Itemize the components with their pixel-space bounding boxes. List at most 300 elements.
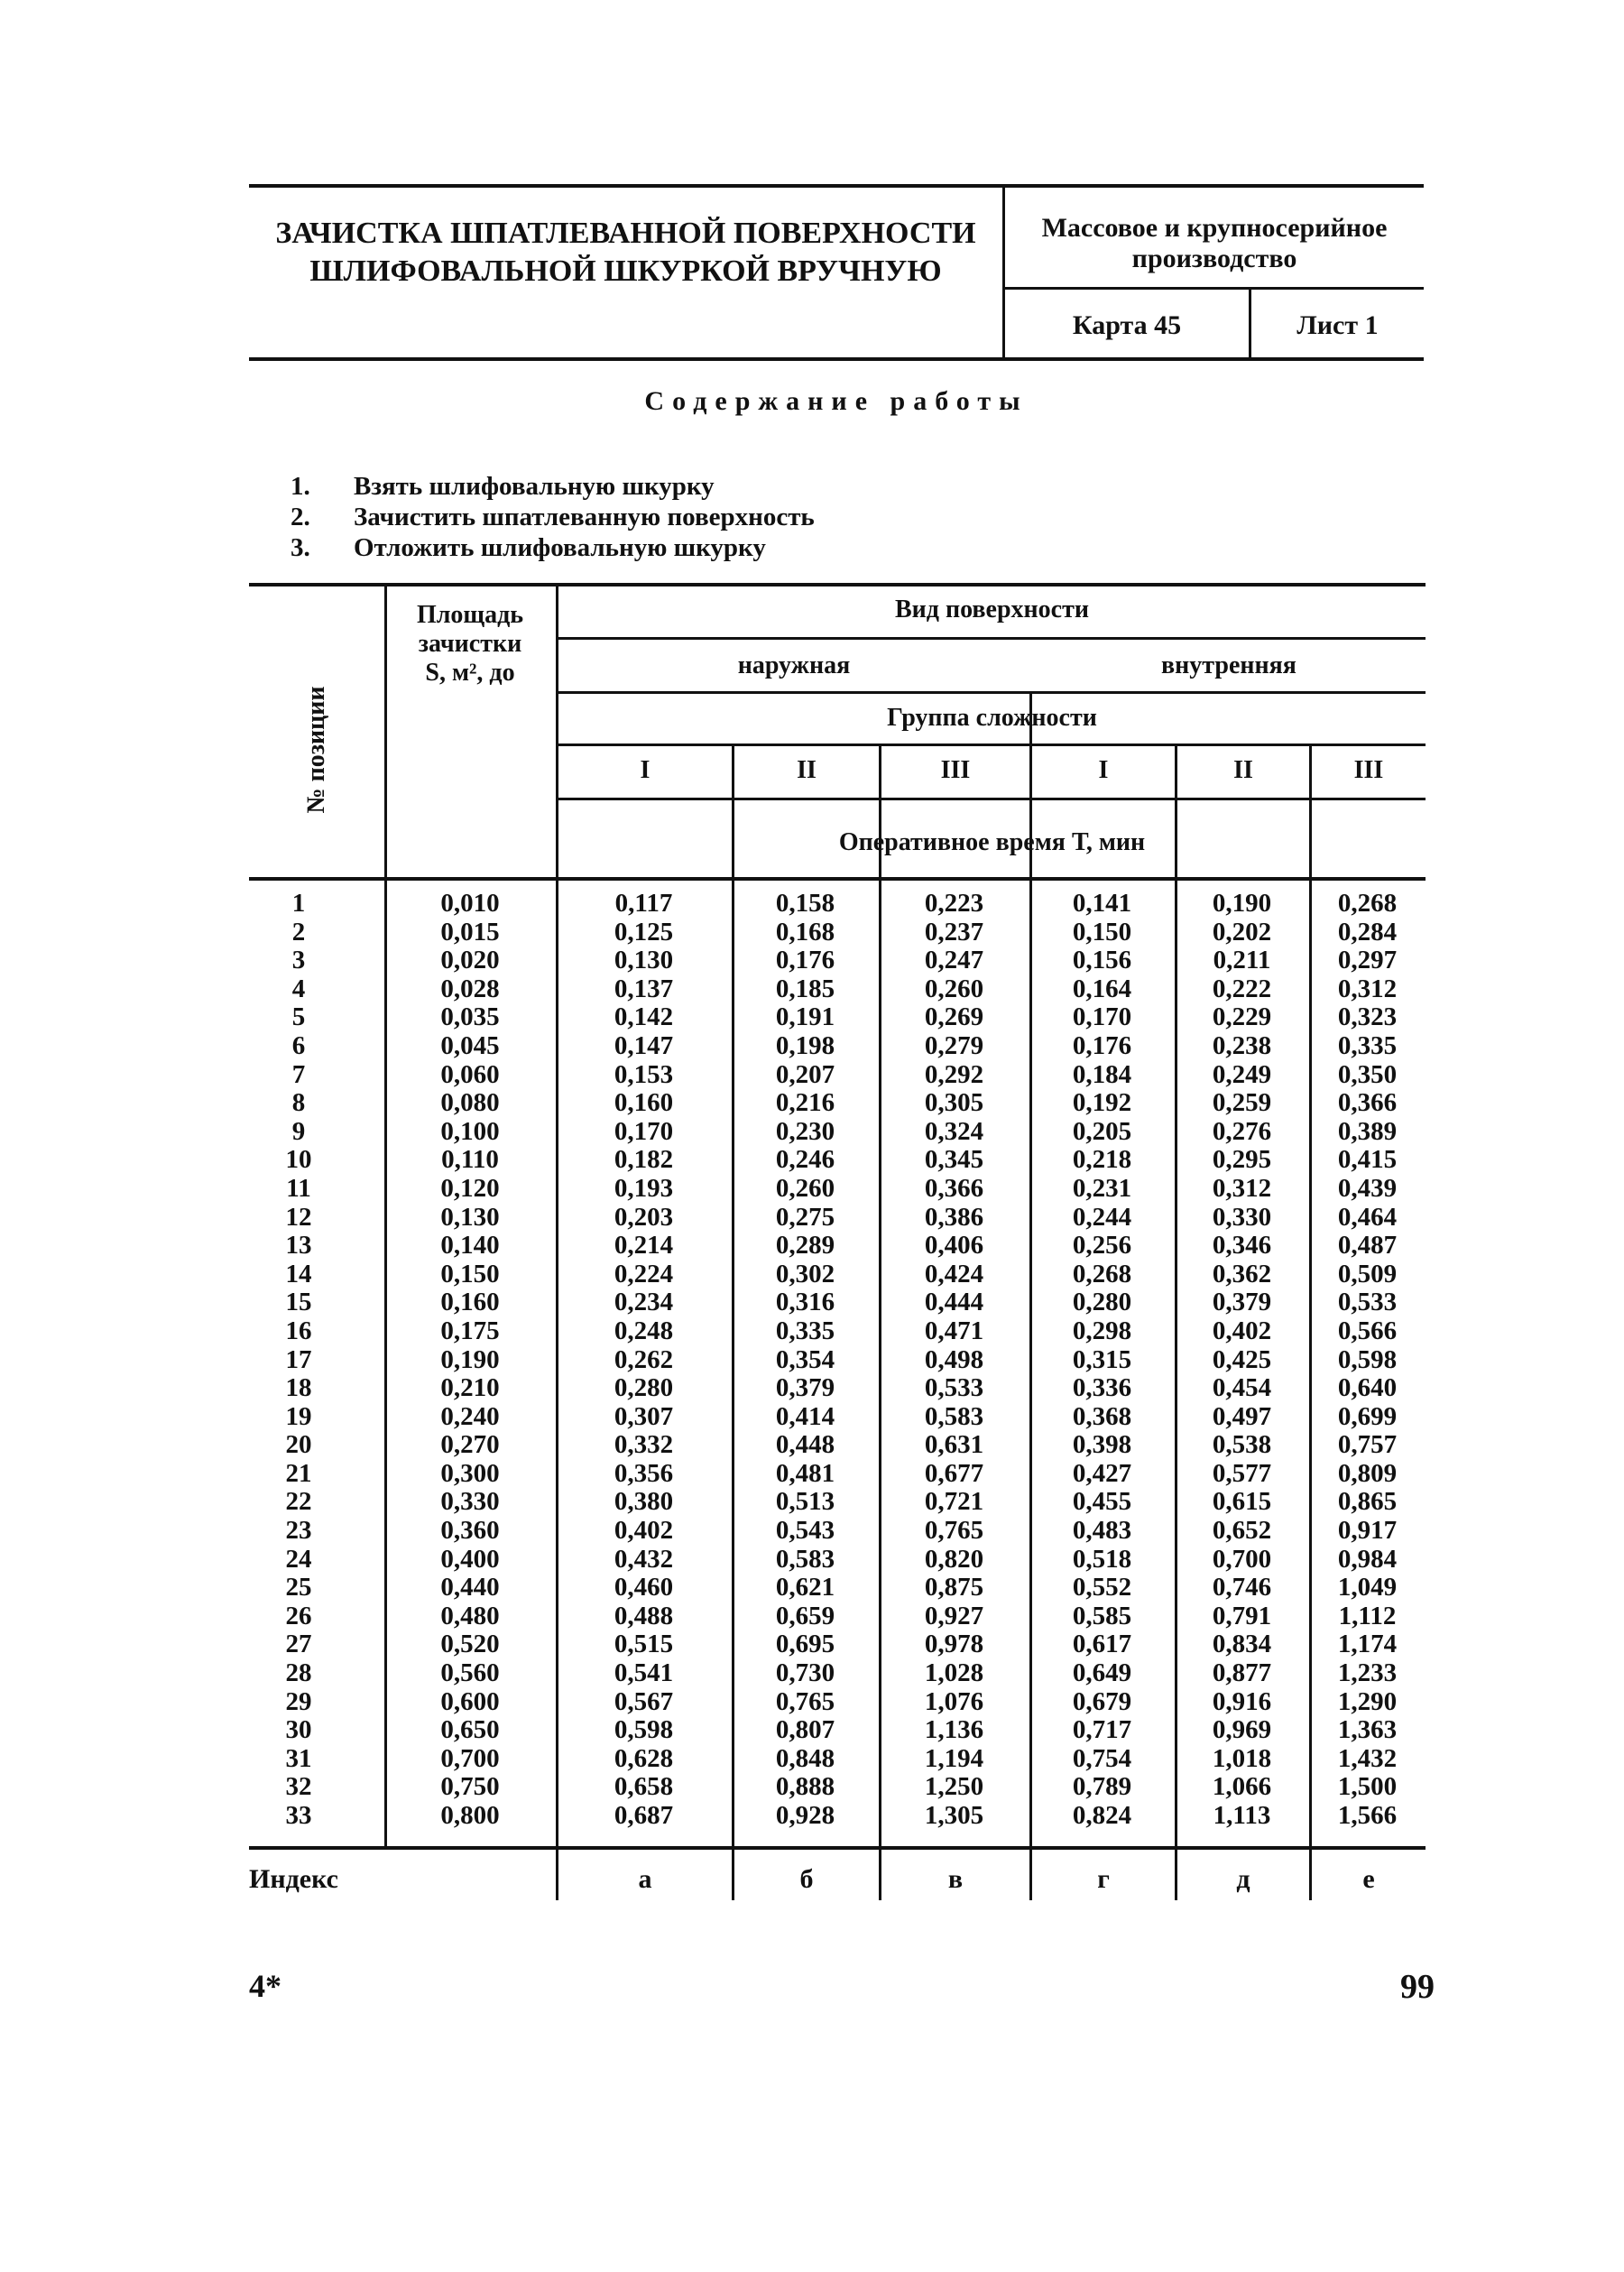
card-header	[249, 184, 1424, 361]
table-cell: 0,176	[775, 946, 835, 975]
table-cell: 0,190	[440, 1344, 500, 1374]
table-cell: 0,262	[614, 1344, 674, 1374]
table-cell: 1,076	[924, 1686, 984, 1716]
table-cell: 0,454	[1212, 1373, 1272, 1403]
table-cell: 0,203	[614, 1202, 674, 1232]
table-cell: 0,268	[1337, 889, 1398, 918]
table-cell: 2	[291, 917, 306, 947]
table-cell: 0,650	[440, 1715, 500, 1745]
table-cell: 0,125	[614, 917, 674, 947]
table-cell: 0,279	[924, 1030, 984, 1060]
table-cell: 0,147	[614, 1030, 674, 1060]
table-cell: 0,366	[1337, 1088, 1398, 1118]
table-cell: 0,498	[924, 1344, 984, 1374]
table-cell: 0,402	[1212, 1316, 1272, 1345]
table-cell: 0,807	[775, 1715, 835, 1745]
table-cell: 8	[291, 1088, 306, 1118]
table-cell: 22	[285, 1487, 312, 1517]
table-cell: 0,335	[775, 1316, 835, 1345]
table-cell: 0,176	[1072, 1030, 1132, 1060]
table-rule-outer-inner	[556, 691, 1426, 694]
table-cell: 29	[285, 1686, 312, 1716]
table-cell: 0,928	[775, 1801, 835, 1830]
area-header-line3: S, м², до	[425, 659, 515, 687]
table-cell: 0,483	[1072, 1516, 1132, 1546]
table-cell: 5	[291, 1002, 306, 1032]
table-cell: 0,160	[614, 1088, 674, 1118]
table-cell: 0,658	[614, 1772, 674, 1802]
table-cell: 0,191	[775, 1002, 835, 1032]
index-cell: в	[947, 1864, 964, 1894]
table-cell: 0,677	[924, 1458, 984, 1488]
table-cell: 0,368	[1072, 1401, 1132, 1431]
table-cell: 0,984	[1337, 1544, 1398, 1574]
work-content-list	[291, 471, 815, 563]
table-cell: 0,700	[440, 1743, 500, 1773]
table-cell: 21	[285, 1458, 312, 1488]
table-cell: 0,652	[1212, 1516, 1272, 1546]
table-cell: 0,577	[1212, 1458, 1272, 1488]
table-cell: 0,298	[1072, 1316, 1132, 1345]
table-cell: 0,425	[1212, 1344, 1272, 1374]
table-cell: 0,140	[440, 1231, 500, 1261]
table-cell: 0,346	[1212, 1231, 1272, 1261]
table-cell: 1,112	[1338, 1601, 1397, 1630]
table-cell: 32	[285, 1772, 312, 1802]
table-cell: 0,295	[1212, 1145, 1272, 1175]
index-cell: д	[1236, 1864, 1250, 1894]
list-item-text: Отложить шлифовальную шкурку	[354, 533, 766, 562]
group-header: III	[1353, 756, 1384, 784]
index-cell: а	[638, 1864, 652, 1894]
time-column-d	[1175, 890, 1309, 1831]
footer-signature-mark: 4*	[249, 1968, 281, 2004]
list-item	[291, 502, 815, 532]
list-item	[291, 471, 815, 502]
table-cell: 18	[285, 1373, 312, 1403]
table-cell: 0,276	[1212, 1116, 1272, 1146]
table-cell: 0,518	[1072, 1544, 1132, 1574]
table-cell: 0,184	[1072, 1059, 1132, 1089]
table-cell: 15	[285, 1288, 312, 1317]
table-cell: 0,598	[1337, 1344, 1398, 1374]
table-cell: 13	[285, 1231, 312, 1261]
table-cell: 0,230	[775, 1116, 835, 1146]
table-cell: 4	[291, 974, 306, 1003]
table-cell: 0,617	[1072, 1630, 1132, 1659]
time-column-v	[879, 890, 1029, 1831]
table-cell: 0,717	[1072, 1715, 1132, 1745]
table-cell: 0,330	[440, 1487, 500, 1517]
table-cell: 0,567	[614, 1686, 674, 1716]
table-cell: 0,585	[1072, 1601, 1132, 1630]
table-cell: 0,513	[775, 1487, 835, 1517]
table-cell: 0,130	[440, 1202, 500, 1232]
table-cell: 0,809	[1337, 1458, 1398, 1488]
table-cell: 0,060	[440, 1059, 500, 1089]
table-cell: 0,185	[775, 974, 835, 1003]
outer-surface-header: наружная	[737, 651, 851, 679]
index-cell: б	[799, 1864, 814, 1894]
table-bottom-rule	[249, 1846, 1426, 1850]
table-cell: 0,865	[1337, 1487, 1398, 1517]
table-cell: 0,380	[614, 1487, 674, 1517]
table-cell: 0,198	[775, 1030, 835, 1060]
card-title-line1: ЗАЧИСТКА ШПАТЛЕВАННОЙ ПОВЕРХНОСТИ	[275, 217, 976, 250]
table-cell: 0,234	[614, 1288, 674, 1317]
table-cell: 0,598	[614, 1715, 674, 1745]
position-number-header	[249, 601, 384, 899]
table-top-rule	[249, 583, 1426, 586]
table-cell: 0,248	[614, 1316, 674, 1345]
table-cell: 0,552	[1072, 1573, 1132, 1602]
table-cell: 11	[286, 1173, 311, 1203]
surface-type-header: Вид поверхности	[895, 596, 1089, 623]
table-cell: 0,538	[1212, 1430, 1272, 1460]
table-cell: 0,480	[440, 1601, 500, 1630]
table-cell: 0,406	[924, 1231, 984, 1261]
table-cell: 12	[285, 1202, 312, 1232]
table-cell: 0,789	[1072, 1772, 1132, 1802]
table-cell: 0,927	[924, 1601, 984, 1630]
table-cell: 0,386	[924, 1202, 984, 1232]
inner-surface-header: внутренняя	[1161, 651, 1296, 679]
table-cell: 0,877	[1212, 1658, 1272, 1688]
table-cell: 0,414	[775, 1401, 835, 1431]
table-cell: 10	[285, 1145, 312, 1175]
table-cell: 1,233	[1337, 1658, 1398, 1688]
table-cell: 0,649	[1072, 1658, 1132, 1688]
table-cell: 0,015	[440, 917, 500, 947]
table-cell: 0,917	[1337, 1516, 1398, 1546]
table-cell: 24	[285, 1544, 312, 1574]
sheet-number: Лист 1	[1296, 310, 1379, 340]
table-cell: 0,238	[1212, 1030, 1272, 1060]
page-number: 99	[1400, 1968, 1435, 2006]
table-cell: 0,460	[614, 1573, 674, 1602]
table-cell: 0,170	[614, 1116, 674, 1146]
time-column-e	[1309, 890, 1426, 1831]
table-cell: 0,533	[924, 1373, 984, 1403]
table-cell: 0,137	[614, 974, 674, 1003]
table-cell: 0,216	[775, 1088, 835, 1118]
table-cell: 16	[285, 1316, 312, 1345]
table-cell: 0,190	[1212, 889, 1272, 918]
table-cell: 0,211	[1213, 946, 1271, 975]
table-cell: 0,424	[924, 1259, 984, 1288]
table-cell: 0,323	[1337, 1002, 1398, 1032]
table-cell: 0,687	[614, 1801, 674, 1830]
production-type-line1: Массовое и крупносерийное	[1041, 213, 1388, 243]
table-cell: 0,229	[1212, 1002, 1272, 1032]
table-cell: 0,175	[440, 1316, 500, 1345]
production-type-line2: производство	[1131, 244, 1297, 273]
table-cell: 30	[285, 1715, 312, 1745]
time-column-g	[1029, 890, 1175, 1831]
table-cell: 0,160	[440, 1288, 500, 1317]
table-cell: 25	[285, 1573, 312, 1602]
table-cell: 0,193	[614, 1173, 674, 1203]
table-cell: 0,360	[440, 1516, 500, 1546]
table-cell: 0,010	[440, 889, 500, 918]
table-cell: 28	[285, 1658, 312, 1688]
table-cell: 1,194	[924, 1743, 984, 1773]
table-cell: 0,354	[775, 1344, 835, 1374]
table-cell: 0,791	[1212, 1601, 1272, 1630]
table-cell: 0,362	[1212, 1259, 1272, 1288]
table-cell: 0,875	[924, 1573, 984, 1602]
table-cell: 0,045	[440, 1030, 500, 1060]
table-cell: 20	[285, 1430, 312, 1460]
table-cell: 0,439	[1337, 1173, 1398, 1203]
table-cell: 0,302	[775, 1259, 835, 1288]
table-cell: 0,324	[924, 1116, 984, 1146]
table-cell: 0,280	[1072, 1288, 1132, 1317]
table-cell: 0,379	[1212, 1288, 1272, 1317]
table-cell: 1,290	[1337, 1686, 1398, 1716]
table-cell: 0,824	[1072, 1801, 1132, 1830]
table-cell: 0,615	[1212, 1487, 1272, 1517]
table-cell: 0,345	[924, 1145, 984, 1175]
time-column-b	[732, 890, 879, 1831]
table-cell: 0,848	[775, 1743, 835, 1773]
table-cell: 0,142	[614, 1002, 674, 1032]
table-cell: 0,335	[1337, 1030, 1398, 1060]
table-cell: 0,260	[775, 1173, 835, 1203]
list-item-number: 2.	[291, 503, 310, 531]
table-cell: 0,730	[775, 1658, 835, 1688]
table-cell: 0,583	[924, 1401, 984, 1431]
complexity-group-header: Группа сложности	[887, 704, 1097, 732]
table-cell: 1,250	[924, 1772, 984, 1802]
table-cell: 0,280	[614, 1373, 674, 1403]
table-cell: 0,721	[924, 1487, 984, 1517]
table-cell: 0,541	[614, 1658, 674, 1688]
table-rule-groups	[556, 743, 1426, 746]
table-cell: 0,600	[440, 1686, 500, 1716]
table-cell: 3	[291, 946, 306, 975]
table-cell: 0,224	[614, 1259, 674, 1288]
table-cell: 1,432	[1337, 1743, 1398, 1773]
table-cell: 0,141	[1072, 889, 1132, 918]
table-cell: 0,260	[924, 974, 984, 1003]
table-cell: 17	[285, 1344, 312, 1374]
table-cell: 0,350	[1337, 1059, 1398, 1089]
table-cell: 0,978	[924, 1630, 984, 1659]
table-cell: 0,284	[1337, 917, 1398, 947]
table-cell: 0,168	[775, 917, 835, 947]
table-cell: 0,379	[775, 1373, 835, 1403]
table-cell: 0,110	[441, 1145, 499, 1175]
table-cell: 0,464	[1337, 1202, 1398, 1232]
table-cell: 0,444	[924, 1288, 984, 1317]
table-cell: 1,028	[924, 1658, 984, 1688]
index-label: Индекс	[249, 1864, 338, 1894]
table-cell: 1	[291, 889, 306, 918]
card-number: Карта 45	[1072, 310, 1182, 340]
table-cell: 0,509	[1337, 1259, 1398, 1288]
table-cell: 0,035	[440, 1002, 500, 1032]
table-cell: 0,366	[924, 1173, 984, 1203]
table-cell: 9	[291, 1116, 306, 1146]
area-header	[384, 601, 556, 688]
table-cell: 0,202	[1212, 917, 1272, 947]
list-item	[291, 532, 815, 563]
table-cell: 0,292	[924, 1059, 984, 1089]
table-cell: 0,205	[1072, 1116, 1132, 1146]
table-cell: 0,020	[440, 946, 500, 975]
table-cell: 1,363	[1337, 1715, 1398, 1745]
table-cell: 1,500	[1337, 1772, 1398, 1802]
table-cell: 0,275	[775, 1202, 835, 1232]
table-cell: 1,174	[1337, 1630, 1398, 1659]
group-header: III	[940, 756, 971, 784]
table-cell: 0,158	[775, 889, 835, 918]
table-cell: 0,969	[1212, 1715, 1272, 1745]
time-column-a	[556, 890, 732, 1831]
table-cell: 0,400	[440, 1544, 500, 1574]
table-cell: 0,765	[775, 1686, 835, 1716]
table-cell: 0,695	[775, 1630, 835, 1659]
card-title-line2: ШЛИФОВАЛЬНОЙ ШКУРКОЙ ВРУЧНУЮ	[309, 254, 942, 288]
table-cell: 0,389	[1337, 1116, 1398, 1146]
table-cell: 1,049	[1337, 1573, 1398, 1602]
work-content-title: Содержание работы	[644, 386, 1029, 416]
table-cell: 0,153	[614, 1059, 674, 1089]
table-cell: 0,130	[614, 946, 674, 975]
table-cell: 0,256	[1072, 1231, 1132, 1261]
table-cell: 0,244	[1072, 1202, 1132, 1232]
group-header: I	[1098, 756, 1109, 784]
table-cell: 0,150	[1072, 917, 1132, 947]
table-cell: 0,210	[440, 1373, 500, 1403]
table-cell: 0,240	[440, 1401, 500, 1431]
table-cell: 1,066	[1212, 1772, 1272, 1802]
table-cell: 0,543	[775, 1516, 835, 1546]
position-number-header-text: № позиции	[302, 686, 330, 814]
table-cell: 0,398	[1072, 1430, 1132, 1460]
table-cell: 0,432	[614, 1544, 674, 1574]
table-cell: 0,246	[775, 1145, 835, 1175]
table-cell: 0,316	[775, 1288, 835, 1317]
group-header: I	[640, 756, 651, 784]
table-cell: 0,916	[1212, 1686, 1272, 1716]
table-cell: 1,136	[924, 1715, 984, 1745]
table-cell: 14	[285, 1259, 312, 1288]
table-cell: 0,427	[1072, 1458, 1132, 1488]
table-cell: 0,440	[440, 1573, 500, 1602]
table-cell: 0,289	[775, 1231, 835, 1261]
table-cell: 0,699	[1337, 1401, 1398, 1431]
table-cell: 1,566	[1337, 1801, 1398, 1830]
table-cell: 0,700	[1212, 1544, 1272, 1574]
table-cell: 0,757	[1337, 1430, 1398, 1460]
table-cell: 0,487	[1337, 1231, 1398, 1261]
table-rule-surface	[556, 637, 1426, 640]
table-cell: 0,300	[440, 1458, 500, 1488]
table-cell: 0,415	[1337, 1145, 1398, 1175]
table-cell: 0,800	[440, 1801, 500, 1830]
table-cell: 0,679	[1072, 1686, 1132, 1716]
table-cell: 0,222	[1212, 974, 1272, 1003]
table-cell: 0,631	[924, 1430, 984, 1460]
table-cell: 0,336	[1072, 1373, 1132, 1403]
table-cell: 0,448	[775, 1430, 835, 1460]
table-cell: 0,170	[1072, 1002, 1132, 1032]
group-header: II	[797, 756, 817, 784]
area-column	[384, 890, 556, 1831]
table-cell: 0,640	[1337, 1373, 1398, 1403]
table-cell: 0,214	[614, 1231, 674, 1261]
table-cell: 0,583	[775, 1544, 835, 1574]
table-cell: 26	[285, 1601, 312, 1630]
position-column	[249, 890, 348, 1831]
table-cell: 0,888	[775, 1772, 835, 1802]
table-cell: 19	[285, 1401, 312, 1431]
list-item-number: 3.	[291, 533, 310, 562]
table-cell: 0,402	[614, 1516, 674, 1546]
group-header: II	[1233, 756, 1253, 784]
table-cell: 0,182	[614, 1145, 674, 1175]
table-cell: 7	[291, 1059, 306, 1089]
table-cell: 0,515	[614, 1630, 674, 1659]
table-cell: 0,218	[1072, 1145, 1132, 1175]
table-cell: 0,270	[440, 1430, 500, 1460]
table-cell: 31	[285, 1743, 312, 1773]
table-cell: 0,520	[440, 1630, 500, 1659]
table-cell: 0,765	[924, 1516, 984, 1546]
table-cell: 0,497	[1212, 1401, 1272, 1431]
table-cell: 0,259	[1212, 1088, 1272, 1118]
table-cell: 0,750	[440, 1772, 500, 1802]
table-cell: 0,488	[614, 1601, 674, 1630]
list-item-text: Зачистить шпатлеванную поверхность	[354, 503, 815, 531]
table-cell: 0,120	[440, 1173, 500, 1203]
table-cell: 0,269	[924, 1002, 984, 1032]
index-cell: е	[1362, 1864, 1375, 1894]
table-cell: 0,330	[1212, 1202, 1272, 1232]
table-cell: 0,834	[1212, 1630, 1272, 1659]
table-cell: 1,018	[1212, 1743, 1272, 1773]
table-cell: 0,560	[440, 1658, 500, 1688]
table-cell: 0,312	[1212, 1173, 1272, 1203]
table-cell: 0,237	[924, 917, 984, 947]
table-cell: 0,628	[614, 1743, 674, 1773]
table-rule-time	[556, 798, 1426, 800]
table-cell: 0,164	[1072, 974, 1132, 1003]
table-cell: 0,192	[1072, 1088, 1132, 1118]
table-cell: 0,746	[1212, 1573, 1272, 1602]
table-cell: 0,566	[1337, 1316, 1398, 1345]
table-cell: 23	[285, 1516, 312, 1546]
table-cell: 0,533	[1337, 1288, 1398, 1317]
table-cell: 0,117	[614, 889, 673, 918]
table-cell: 0,080	[440, 1088, 500, 1118]
table-cell: 0,249	[1212, 1059, 1272, 1089]
table-cell: 0,150	[440, 1259, 500, 1288]
table-cell: 0,100	[440, 1116, 500, 1146]
list-item-text: Взять шлифовальную шкурку	[354, 472, 715, 501]
table-cell: 0,455	[1072, 1487, 1132, 1517]
table-cell: 0,231	[1072, 1173, 1132, 1203]
table-cell: 0,820	[924, 1544, 984, 1574]
table-cell: 0,621	[775, 1573, 835, 1602]
table-cell: 0,223	[924, 889, 984, 918]
operative-time-header: Оперативное время Т, мин	[838, 828, 1146, 856]
table-cell: 0,207	[775, 1059, 835, 1089]
table-cell: 0,659	[775, 1601, 835, 1630]
index-cell: г	[1097, 1864, 1110, 1894]
